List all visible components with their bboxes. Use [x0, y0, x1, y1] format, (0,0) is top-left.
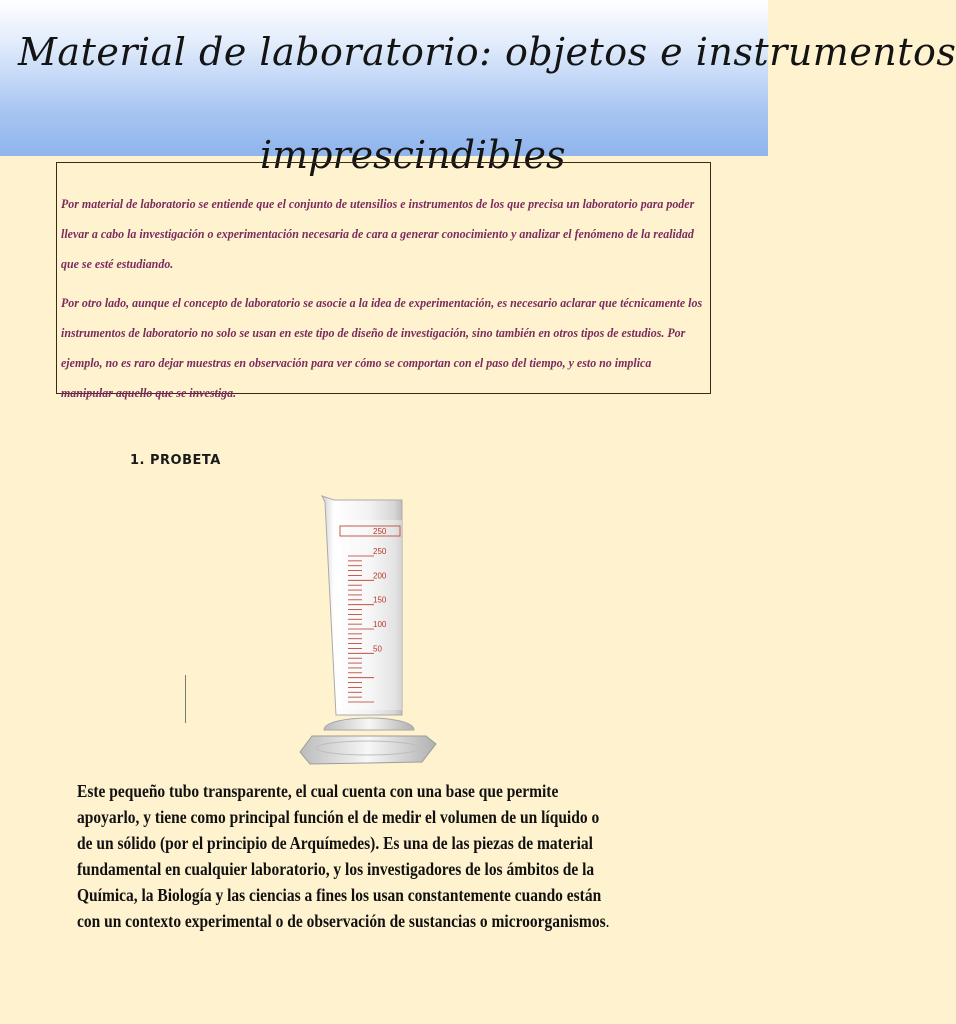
scale-label: 150: [373, 595, 387, 605]
description-period: .: [605, 911, 610, 931]
page-title: Material de laboratorio: objetos e instrumentos: [18, 30, 956, 74]
scale-label: 200: [373, 571, 387, 581]
capacity-label: 250: [373, 527, 387, 536]
intro-paragraph-1: Por material de laboratorio se entiende que el conjunto de utensilios e instrumentos de los que precisa un laboratorio para poder llevar a cabo la investigación o experimentación necesaria de cara a generar conocimiento y analizar el fenómeno de la realidad que se esté estudiando.: [61, 196, 695, 271]
scale-label: 250: [373, 547, 387, 556]
intro-paragraph-2: Por otro lado, aunque el concepto de laboratorio se asocie a la idea de experimentación, es necesario aclarar que técnicamente los instrumentos de laboratorio no solo se usan en este tipo de diseño de investigación, sino también en otros tipos de estudios. Por ejemplo, no es raro dejar muestras en observación para ver cómo se comportan con el paso del tiempo, y esto no implica manipular aquello que se investiga.: [61, 295, 703, 400]
section-title: PROBETA: [150, 453, 221, 468]
title-overflow-text: imprescindibles: [260, 133, 566, 177]
description-text: Este pequeño tubo transparente, el cual cuenta con una base que permite apoyarlo, y tiene como principal función el de medir el volumen de un líquido o de un sólido (por el principio de Arquímedes). Es una de las piezas de material fundamental en cualquier laboratorio, y los investigadores de los ámbitos de la Química, la Biología y las ciencias a fines los usan constantemente cuando están con un contexto experimental o de observación de sustancias o microorganismos: [77, 781, 606, 931]
header-band: [0, 0, 956, 177]
description-paragraph: [77, 778, 610, 934]
divider-line: [185, 675, 186, 723]
section-number: 1.: [130, 453, 145, 468]
section-heading: [130, 453, 221, 468]
graduated-cylinder-illustration: [270, 490, 440, 770]
scale-label: 50: [373, 644, 382, 654]
title-overflow: [260, 133, 566, 177]
scale-label: 100: [373, 620, 387, 629]
intro-box: [56, 162, 711, 400]
